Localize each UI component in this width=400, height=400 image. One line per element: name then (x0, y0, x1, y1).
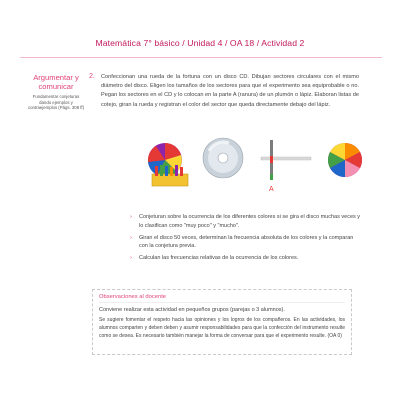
list-item-text: Conjeturan sobre la ocurrencia de los diferentes colores si se gira el disco muchas veces y lo clasifican como "muy poco" y "mucho". (139, 214, 361, 229)
activity-figures (135, 136, 390, 196)
chevron-right-icon: › (130, 214, 132, 220)
item-number: 2. (89, 73, 95, 80)
cd-disc-image (203, 138, 243, 178)
skill-sidebar (27, 74, 85, 111)
item-instruction: Confeccionan una rueda de la fortuna con un disco CD. Dibujan sectores circulares con el mismo diámetro del disco. Eligen los tamaños de los sectores para que el experimento sea equiprobable o no. Pegan los sectores en el CD y lo colocan en la parte A (ranura) de un plumón o lápiz. Elaboran listas de cotejo, giran la rueda y registran el color del sector que queda directamente debajo del lápiz. (101, 74, 359, 108)
teacher-notes-line-1: Conviene realizar esta actividad en pequeños grupos (parejas o 3 alumnos). (99, 307, 285, 313)
teacher-notes-box (92, 289, 352, 355)
chevron-right-icon: › (130, 255, 132, 262)
pen-with-slot-image (261, 140, 311, 193)
chevron-right-icon: › (130, 234, 132, 241)
teacher-notes-line-2: Se sugiere fomentar el respeto hacia las opiniones y los logros de los compañeros. En las actividades, los alumnos comparten y deben deben y asumir responsabilidades para que la confección del instrumento resulte como se desea. Es necesario también manejar la forma de conversar para que el experimento resulte. (OA 0) (99, 317, 345, 339)
list-item (130, 254, 362, 263)
teacher-notes-title: Observaciones al docente (99, 294, 167, 300)
list-item (130, 213, 362, 231)
list-item (130, 234, 362, 252)
skill-title: Argumentar y comunicar (33, 73, 79, 91)
skill-description: Fundamentar conjeturas dando ejemplos y contraejemplos (Págs. 308 ff) (27, 94, 85, 111)
activity-steps-list (130, 213, 362, 266)
slot-label-a: A (269, 186, 274, 193)
notes-divider (99, 302, 345, 303)
header-divider (20, 57, 382, 58)
crayon-box-image (152, 165, 188, 186)
list-item-text: Calculan las frecuencias relativas de la ocurrencia de los colores. (139, 255, 299, 262)
page-title: Matemática 7° básico / Unidad 4 / OA 18 / Actividad 2 (95, 38, 305, 48)
color-wheel-image (328, 143, 362, 177)
list-item-text: Giran el disco 50 veces, determinan la frecuencia absoluta de los colores y la comparan con la conjetura previa. (139, 234, 354, 250)
